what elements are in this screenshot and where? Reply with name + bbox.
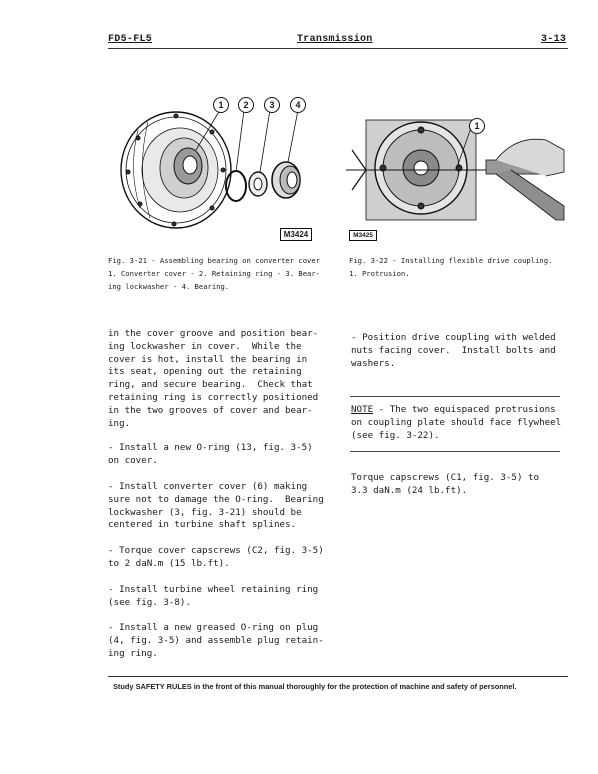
header-rule — [108, 48, 568, 49]
figure-3-22-illustration — [346, 110, 566, 240]
instruction-plug-oring: - Install a new greased O-ring on plug (4, fig. 3-5) and assemble plug retain- ing ring. — [108, 622, 324, 659]
caption-line: 1. Converter cover - 2. Retaining ring - 3. Bear- — [108, 269, 321, 278]
figure-3-21-callout-3: 3 — [264, 97, 280, 113]
figure-3-21-caption — [108, 254, 320, 293]
note-top-rule — [350, 396, 560, 397]
caption-line: ing lockwasher - 4. Bearing. — [108, 282, 230, 291]
instruction-torque-capscrews: Torque capscrews (C1, fig. 3-5) to 3.3 daN.m (24 lb.ft). — [351, 472, 540, 496]
caption-line: Fig. 3-21 - Assembling bearing on converter cover — [108, 256, 321, 265]
note-block — [351, 404, 561, 442]
paragraph: in the cover groove and position bear- ing lockwasher in cover. While the cover is hot, install the bearing in its seat, opening out the retaining ring, and secure bearing. Check that retaining ring is correctly positioned in the two grooves of cover and bear- ing. — [108, 328, 319, 429]
figure-3-21-callout-4: 4 — [290, 97, 306, 113]
caption-line: 1. Protrusion. — [349, 269, 410, 278]
left-column — [108, 328, 324, 661]
header-section-title: Transmission — [297, 34, 373, 45]
instruction-torque-cover: - Torque cover capscrews (C2, fig. 3-5) to 2 daN.m (15 lb.ft). — [108, 545, 324, 569]
right-column-torque — [351, 472, 539, 498]
figure-3-21-code: M3424 — [280, 228, 312, 241]
figure-3-22-callout-1: 1 — [469, 118, 485, 134]
caption-line: Fig. 3-22 - Installing flexible drive coupling. — [349, 256, 553, 265]
figure-3-21-callout-2: 2 — [238, 97, 254, 113]
figure-3-21-illustration — [108, 90, 338, 245]
header-page-number: 3-13 — [541, 34, 567, 45]
instruction-oring-cover: - Install a new O-ring (13, fig. 3-5) on cover. — [108, 442, 313, 467]
footer-rule — [108, 676, 568, 677]
footer-safety-note: Study SAFETY RULES in the front of this manual thoroughly for the protection of machine and safety of personnel. — [113, 682, 517, 691]
note-text: - The two equispaced protrusions on coupling plate should face flywheel (see fig. 3-22). — [351, 404, 562, 441]
figure-3-22-code: M3425 — [349, 230, 377, 241]
note-bottom-rule — [350, 451, 560, 452]
right-column — [351, 332, 556, 370]
instruction-turbine-ring: - Install turbine wheel retaining ring (see fig. 3-8). — [108, 583, 319, 608]
figure-3-22-caption — [349, 254, 552, 280]
note-label: NOTE — [351, 404, 374, 415]
instruction-drive-coupling: - Position drive coupling with welded nuts facing cover. Install bolts and washers. — [351, 332, 556, 369]
figure-3-21-callout-1: 1 — [213, 97, 229, 113]
instruction-converter-cover: - Install converter cover (6) making sure not to damage the O-ring. Bearing lockwasher (3, fig. 3-21) should be centered in turbine shaft splines. — [108, 480, 324, 531]
header-model: FD5-FL5 — [108, 34, 153, 45]
